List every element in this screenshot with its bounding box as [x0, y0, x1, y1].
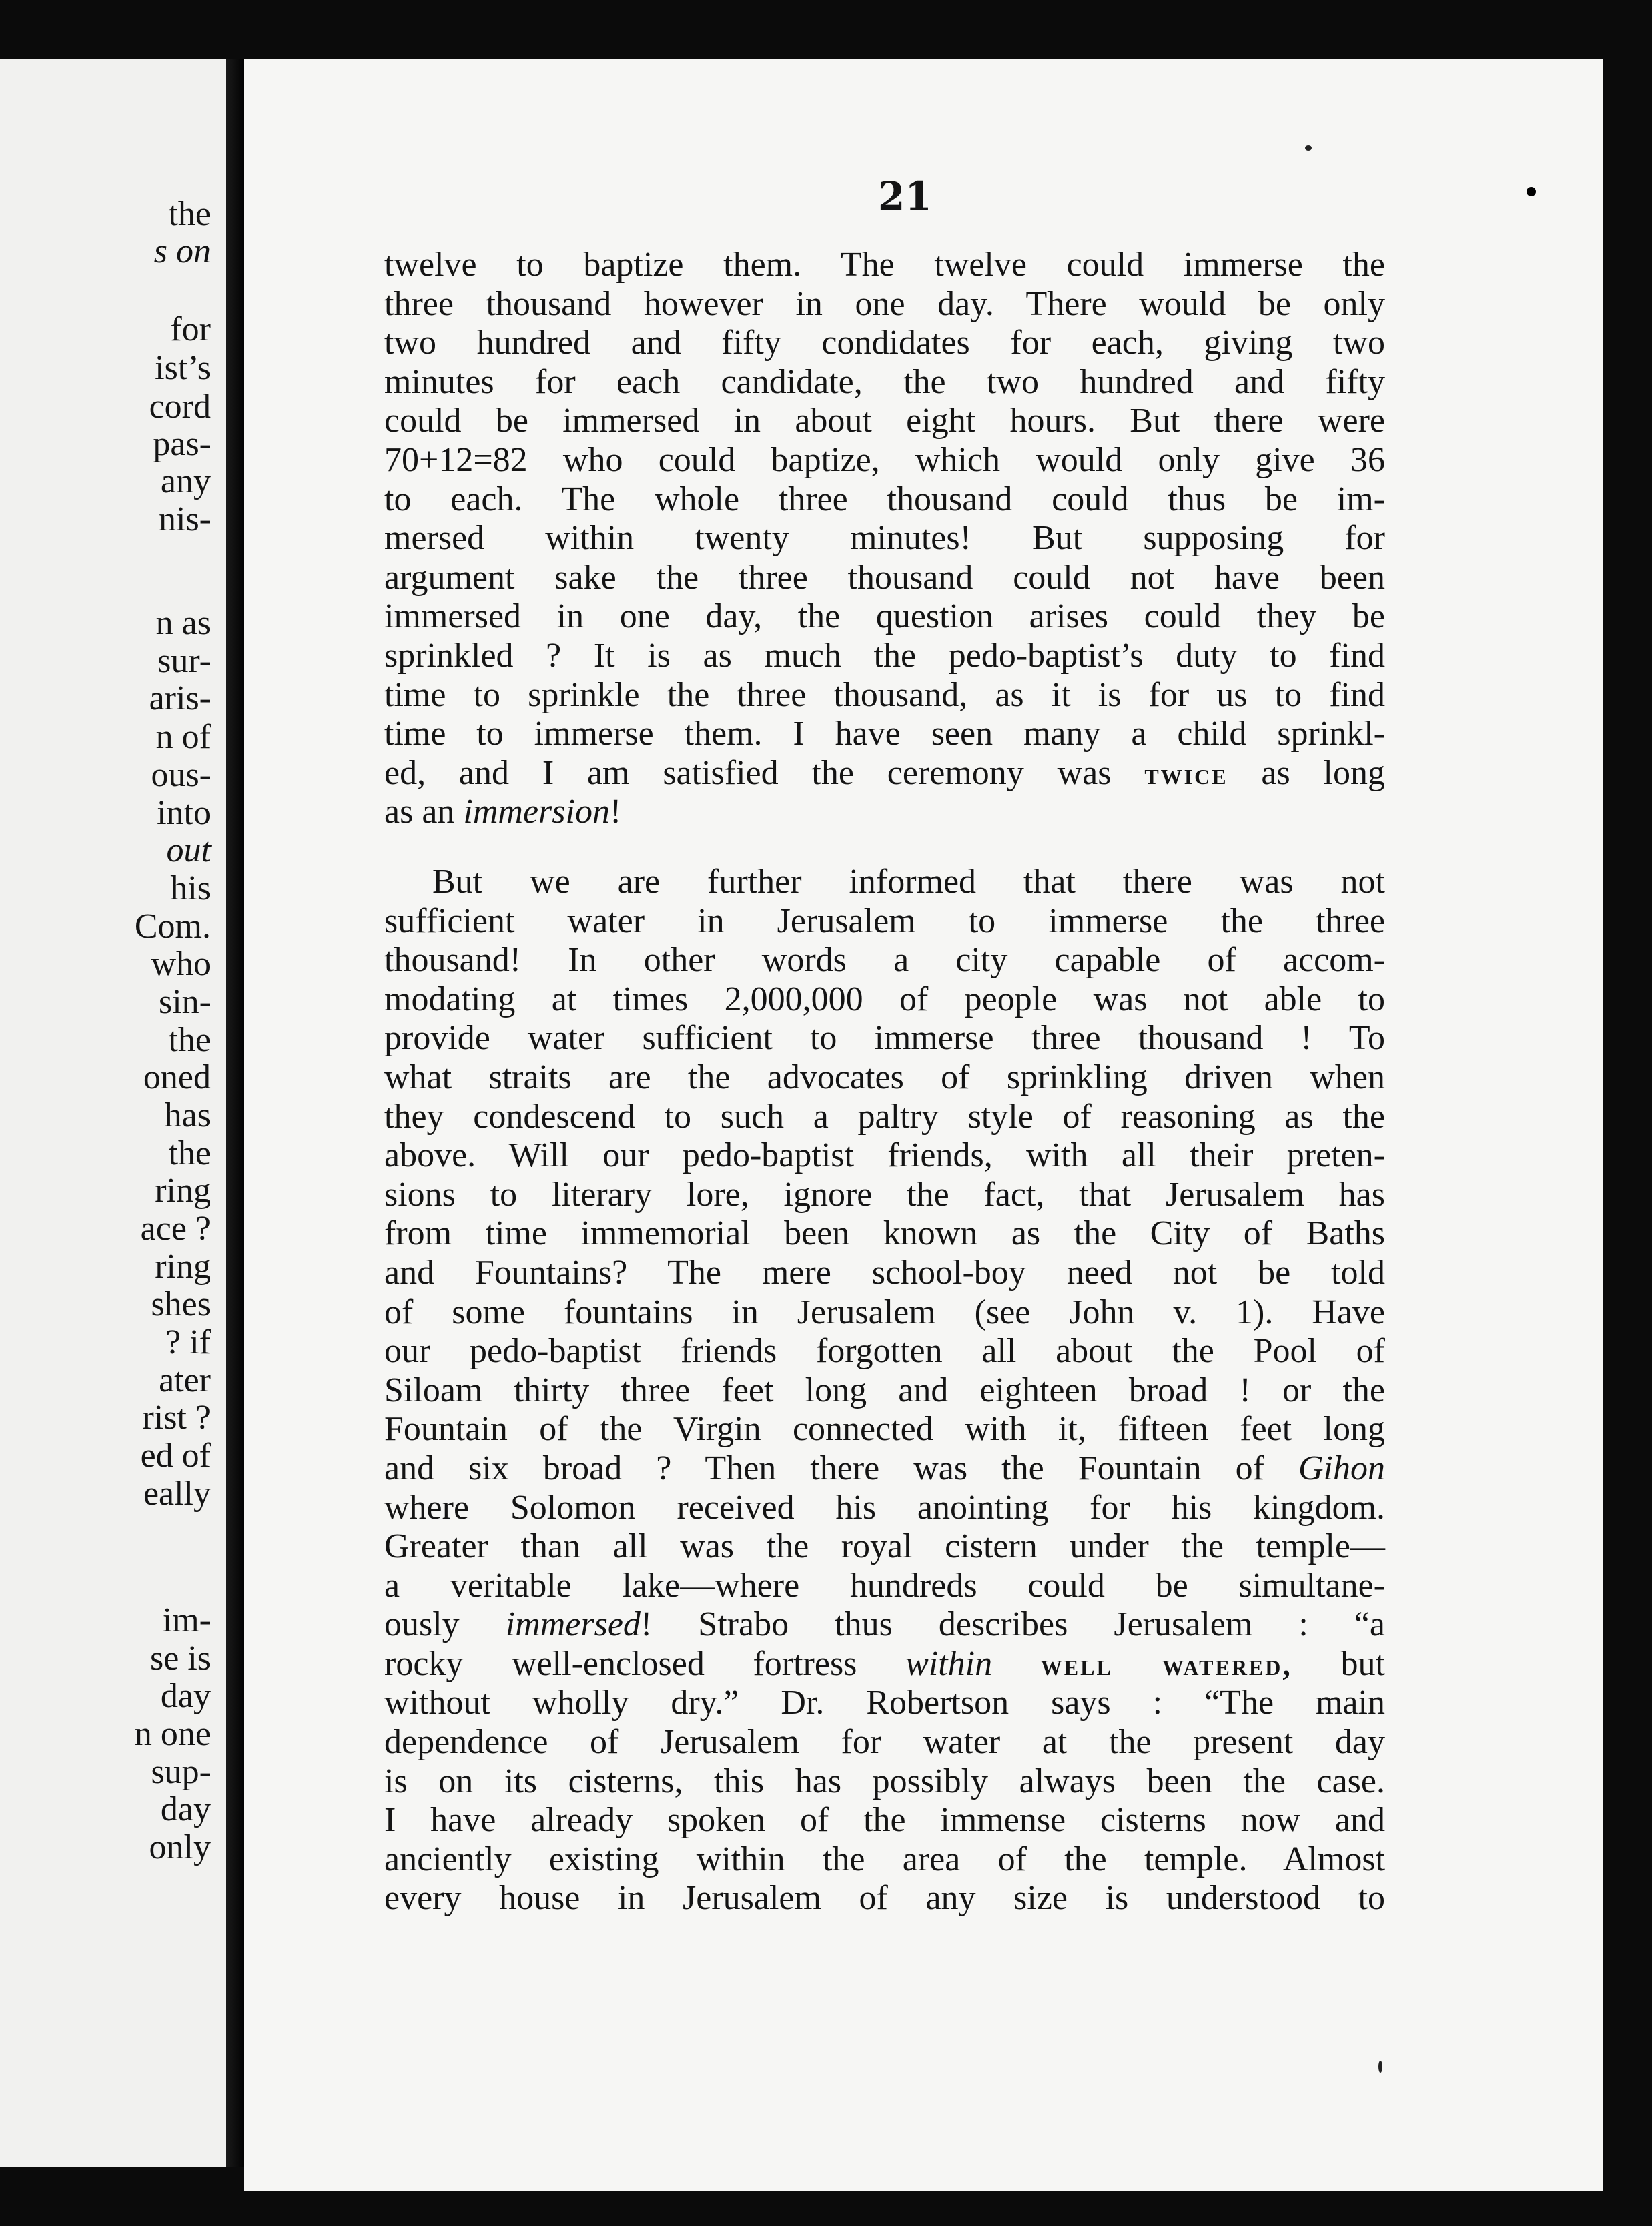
- italic-emphasis: Gihon: [1298, 1449, 1385, 1487]
- text-line: could be immersed in about eight hours. But there were: [384, 402, 1385, 440]
- left-page-fragment: shes: [151, 1285, 211, 1323]
- text-line: Siloam thirty three feet long and eighteen broad ! or the: [384, 1371, 1385, 1409]
- left-page-fragment: ? if: [165, 1323, 211, 1361]
- left-page-fragment: s on: [153, 232, 211, 270]
- text-line: immersed in one day, the question arises could they be: [384, 597, 1385, 636]
- text-line: time to sprinkle the three thousand, as it is for us to find: [384, 675, 1385, 714]
- text-line: dependence of Jerusalem for water at the present day: [384, 1723, 1385, 1762]
- text-line: [384, 1449, 1385, 1489]
- left-page-fragment: his: [170, 869, 211, 907]
- left-page-fragment: n as: [155, 604, 211, 642]
- text-line: Fountain of the Virgin connected with it, fifteen feet long: [384, 1410, 1385, 1449]
- text-line: [384, 1605, 1385, 1645]
- paragraph-2: [384, 863, 1385, 1918]
- text-line: sprinkled ? It is as much the pedo-baptist’s duty to find: [384, 636, 1385, 675]
- text-line: anciently existing within the area of the temple. Almost: [384, 1840, 1385, 1878]
- left-page-fragment: eally: [143, 1475, 211, 1513]
- left-page-fragment: ring: [155, 1248, 211, 1286]
- text-line: [384, 1645, 1385, 1684]
- text-line: time to immerse them. I have seen many a child sprinkl-: [384, 715, 1385, 753]
- small-caps-emphasis: well watered,: [1040, 1647, 1292, 1682]
- text-run: ! Strabo thus describes Jerusalem : “a: [640, 1605, 1386, 1644]
- text-run: as long: [1261, 753, 1385, 792]
- text-line: above. Will our pedo-baptist friends, with all their preten-: [384, 1136, 1385, 1175]
- text-line: minutes for each candidate, the two hundred and fifty: [384, 362, 1385, 401]
- left-page-fragment: day: [160, 1677, 211, 1715]
- right-page: [244, 59, 1603, 2191]
- left-page-fragment: any: [160, 462, 211, 500]
- text-line: 70+12=82 who could baptize, which would only give 36: [384, 440, 1385, 479]
- small-caps-emphasis: twice: [1144, 756, 1228, 791]
- text-run: ously: [384, 1605, 460, 1644]
- text-line: I have already spoken of the immense cisterns now and: [384, 1801, 1385, 1840]
- left-page-fragment: aris-: [149, 679, 211, 717]
- text-line: sufficient water in Jerusalem to immerse the three: [384, 901, 1385, 940]
- left-page-fragment: rist ?: [142, 1399, 211, 1437]
- text-line: twelve to baptize them. The twelve could immerse the: [384, 246, 1385, 284]
- italic-emphasis: immersed: [505, 1605, 641, 1644]
- left-page-fragment: the: [168, 1021, 211, 1059]
- left-page-fragment: ed of: [140, 1437, 211, 1475]
- text-line: what straits are the advocates of sprinkling driven when: [384, 1058, 1385, 1096]
- left-page-fragment: ater: [159, 1361, 211, 1399]
- text-line: [384, 754, 1385, 793]
- left-page-fragment: out: [166, 831, 211, 869]
- left-page-fragment: se is: [150, 1639, 211, 1678]
- text-line: and Fountains? The mere school-boy need not be told: [384, 1253, 1385, 1292]
- text-line: Greater than all was the royal cistern under the temple—: [384, 1527, 1385, 1566]
- left-page: [0, 59, 226, 2167]
- text-run: rocky well-enclosed fortress: [384, 1644, 857, 1683]
- left-page-fragment: the: [168, 195, 211, 233]
- ink-speck: [1527, 187, 1536, 196]
- left-page-fragment: ist’s: [155, 349, 211, 387]
- text-line: they condescend to such a paltry style of reasoning as the: [384, 1097, 1385, 1136]
- text-line: every house in Jerusalem of any size is understood to: [384, 1879, 1385, 1918]
- left-page-fragment: n of: [155, 718, 211, 756]
- left-page-fragment: sin-: [159, 983, 211, 1021]
- italic-emphasis: within: [905, 1644, 993, 1683]
- text-line: thousand! In other words a city capable of accom-: [384, 941, 1385, 980]
- text-line: where Solomon received his anointing for his kingdom.: [384, 1488, 1385, 1527]
- text-line: of some fountains in Jerusalem (see John v. 1). Have: [384, 1292, 1385, 1331]
- left-page-fragment: ring: [155, 1172, 211, 1210]
- text-line: two hundred and fifty condidates for each, giving two: [384, 324, 1385, 362]
- left-page-fragment: the: [168, 1134, 211, 1172]
- left-page-fragment: for: [170, 310, 211, 348]
- ink-speck: [1378, 2061, 1382, 2073]
- text-line: three thousand however in one day. There would be only: [384, 284, 1385, 323]
- left-page-fragment: day: [160, 1790, 211, 1828]
- left-page-fragment: ace ?: [140, 1210, 211, 1248]
- text-line: argument sake the three thousand could not have been: [384, 558, 1385, 597]
- text-line: without wholly dry.” Dr. Robertson says : “The main: [384, 1684, 1385, 1722]
- text-run: but: [1340, 1644, 1385, 1683]
- left-page-fragment: into: [157, 794, 211, 832]
- text-line: from time immemorial been known as the City of Baths: [384, 1214, 1385, 1253]
- ink-speck: [1305, 145, 1312, 151]
- left-page-fragment: who: [151, 945, 211, 983]
- left-page-fragment: sup-: [151, 1753, 211, 1791]
- left-page-fragment: cord: [149, 388, 211, 426]
- page-number: 21: [878, 173, 932, 219]
- text-line: to each. The whole three thousand could thus be im-: [384, 480, 1385, 518]
- left-page-fragment: nis-: [159, 500, 211, 538]
- left-page-fragment: sur-: [157, 642, 211, 680]
- text-line: a veritable lake—where hundreds could be simultane-: [384, 1566, 1385, 1605]
- text-line: mersed within twenty minutes! But supposing for: [384, 519, 1385, 558]
- paragraph-1: [384, 246, 1385, 832]
- text-run: !: [609, 793, 622, 831]
- left-page-fragment: im-: [162, 1601, 211, 1639]
- left-page-fragment: oned: [143, 1058, 211, 1096]
- text-line: But we are further informed that there was not: [432, 863, 1385, 901]
- text-line: provide water sufficient to immerse three thousand ! To: [384, 1019, 1385, 1058]
- book-gutter: [226, 59, 246, 2167]
- text-run: ed, and I am satisfied the ceremony was: [384, 753, 1112, 792]
- left-page-fragment: ous-: [151, 756, 211, 794]
- italic-emphasis: immersion: [463, 793, 610, 831]
- text-run: and six broad ? Then there was the Fountain of: [384, 1449, 1264, 1487]
- text-run: as an: [384, 793, 455, 831]
- text-line: is on its cisterns, this has possibly always been the case.: [384, 1762, 1385, 1800]
- left-page-fragment: pas-: [153, 425, 211, 463]
- text-line: our pedo-baptist friends forgotten all about the Pool of: [384, 1332, 1385, 1371]
- text-line: [384, 793, 1385, 832]
- text-line: modating at times 2,000,000 of people was not able to: [384, 980, 1385, 1018]
- left-page-fragment: has: [164, 1096, 211, 1134]
- left-page-fragment: n one: [134, 1715, 211, 1753]
- left-page-fragment: Com.: [134, 907, 211, 946]
- left-page-fragment: only: [149, 1828, 211, 1866]
- text-line: sions to literary lore, ignore the fact, that Jerusalem has: [384, 1175, 1385, 1214]
